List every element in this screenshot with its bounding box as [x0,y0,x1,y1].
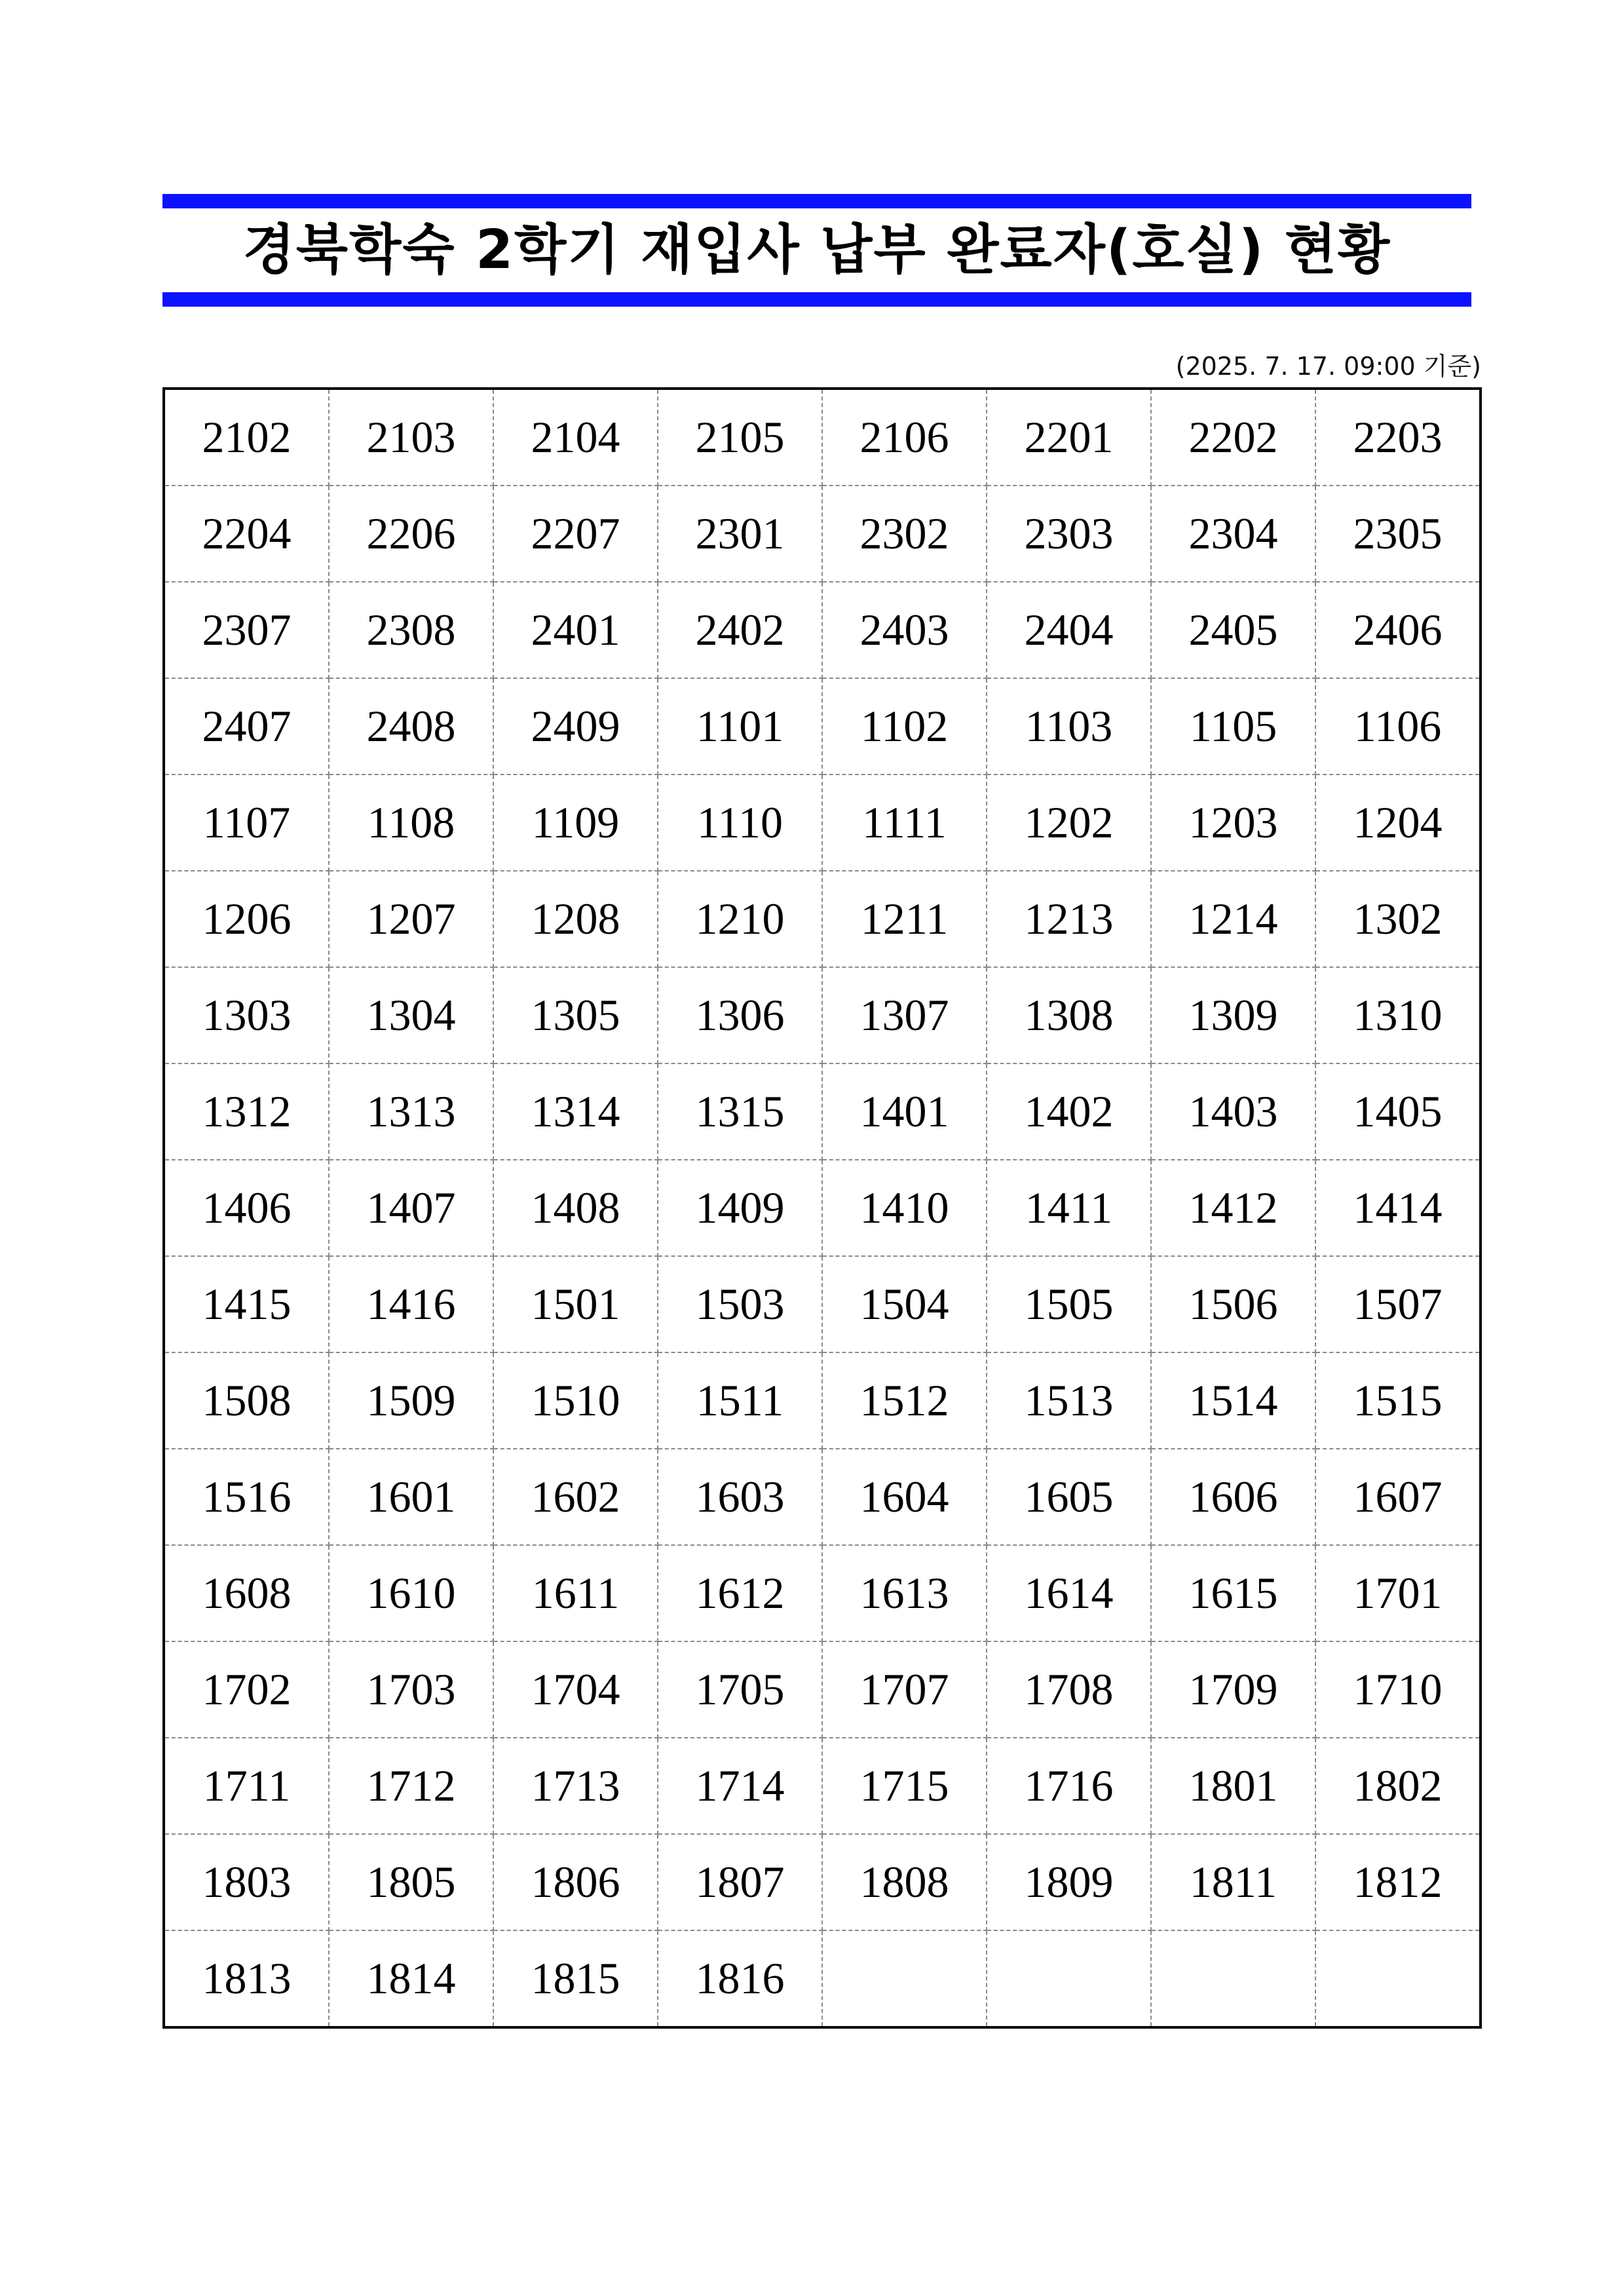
room-number-cell: 1511 [658,1352,822,1449]
title-top-rule [162,194,1471,208]
room-number-cell: 1807 [658,1834,822,1930]
room-number-cell: 1713 [493,1738,658,1834]
table-row [164,967,1481,1063]
room-number-cell: 1705 [658,1641,822,1738]
room-number-cell: 1203 [1151,775,1315,871]
room-number-cell: 1605 [987,1449,1151,1545]
room-number-cell: 1211 [822,871,987,967]
room-number-cell: 2409 [493,678,658,775]
room-number-cell: 2407 [164,678,329,775]
title-block [162,194,1471,308]
room-number-cell: 1712 [329,1738,493,1834]
room-number-cell: 1105 [1151,678,1315,775]
room-number-cell: 2202 [1151,389,1315,486]
room-number-cell: 1504 [822,1256,987,1352]
room-number-cell: 1103 [987,678,1151,775]
room-number-cell: 2303 [987,486,1151,582]
room-number-cell: 1307 [822,967,987,1063]
room-number-cell: 1102 [822,678,987,775]
room-number-cell: 1613 [822,1545,987,1641]
room-number-cell: 1214 [1151,871,1315,967]
room-number-cell: 1805 [329,1834,493,1930]
room-number-cell: 1702 [164,1641,329,1738]
room-number-cell: 1604 [822,1449,987,1545]
room-number-cell: 1711 [164,1738,329,1834]
room-number-cell: 1707 [822,1641,987,1738]
room-number-cell: 1101 [658,678,822,775]
room-number-cell: 1204 [1315,775,1481,871]
room-table [162,387,1482,2029]
room-number-cell: 1111 [822,775,987,871]
room-number-cell: 1601 [329,1449,493,1545]
room-number-cell: 1603 [658,1449,822,1545]
room-number-cell: 2102 [164,389,329,486]
table-row [164,1834,1481,1930]
room-number-cell: 1304 [329,967,493,1063]
room-number-cell: 1516 [164,1449,329,1545]
table-row [164,775,1481,871]
room-number-cell: 1313 [329,1063,493,1160]
room-number-cell: 1802 [1315,1738,1481,1834]
room-number-cell: 2401 [493,582,658,678]
table-row [164,1256,1481,1352]
room-number-cell: 1305 [493,967,658,1063]
room-number-cell: 1108 [329,775,493,871]
room-number-cell: 1813 [164,1930,329,2027]
room-number-cell: 1815 [493,1930,658,2027]
room-number-cell: 1505 [987,1256,1151,1352]
room-number-cell: 1109 [493,775,658,871]
room-number-cell: 1306 [658,967,822,1063]
room-number-cell: 1715 [822,1738,987,1834]
room-number-cell: 2304 [1151,486,1315,582]
room-number-cell: 1303 [164,967,329,1063]
room-number-cell: 1407 [329,1160,493,1256]
room-number-cell: 1415 [164,1256,329,1352]
room-number-cell: 1208 [493,871,658,967]
room-number-cell: 1314 [493,1063,658,1160]
room-number-cell: 1510 [493,1352,658,1449]
room-number-cell: 2406 [1315,582,1481,678]
title-bottom-rule [162,292,1471,307]
table-row [164,1063,1481,1160]
room-number-cell: 1612 [658,1545,822,1641]
room-number-cell: 2203 [1315,389,1481,486]
table-row [164,486,1481,582]
room-number-cell: 1602 [493,1449,658,1545]
room-number-cell: 2301 [658,486,822,582]
room-number-cell [1151,1930,1315,2027]
room-number-cell [1315,1930,1481,2027]
table-row [164,1449,1481,1545]
room-number-cell [822,1930,987,2027]
room-number-cell: 1406 [164,1160,329,1256]
room-number-cell: 1110 [658,775,822,871]
table-row [164,389,1481,486]
room-number-cell: 1312 [164,1063,329,1160]
room-number-cell: 2106 [822,389,987,486]
table-row [164,582,1481,678]
room-number-cell: 1809 [987,1834,1151,1930]
room-number-cell: 1611 [493,1545,658,1641]
table-row [164,1738,1481,1834]
room-number-cell: 2201 [987,389,1151,486]
room-number-cell: 1401 [822,1063,987,1160]
room-number-cell: 1202 [987,775,1151,871]
room-number-cell: 1411 [987,1160,1151,1256]
room-number-cell: 1210 [658,871,822,967]
room-number-cell: 1107 [164,775,329,871]
room-number-cell: 1714 [658,1738,822,1834]
room-number-cell: 1408 [493,1160,658,1256]
room-number-cell: 1808 [822,1834,987,1930]
room-number-cell: 1403 [1151,1063,1315,1160]
table-row [164,871,1481,967]
room-number-cell: 1814 [329,1930,493,2027]
room-number-cell: 1812 [1315,1834,1481,1930]
room-number-cell: 1803 [164,1834,329,1930]
reference-date-note: (2025. 7. 17. 09:00 기준) [1175,352,1481,381]
room-number-cell: 1414 [1315,1160,1481,1256]
room-number-cell: 2105 [658,389,822,486]
room-number-cell: 1309 [1151,967,1315,1063]
room-number-cell: 1701 [1315,1545,1481,1641]
room-number-cell [987,1930,1151,2027]
room-number-cell: 1708 [987,1641,1151,1738]
room-number-cell: 1506 [1151,1256,1315,1352]
room-number-cell: 1213 [987,871,1151,967]
room-number-cell: 1106 [1315,678,1481,775]
room-number-cell: 1409 [658,1160,822,1256]
room-number-cell: 1704 [493,1641,658,1738]
room-number-cell: 2207 [493,486,658,582]
room-number-cell: 2302 [822,486,987,582]
room-number-cell: 1410 [822,1160,987,1256]
room-number-cell: 2405 [1151,582,1315,678]
room-number-cell: 2403 [822,582,987,678]
room-number-cell: 1503 [658,1256,822,1352]
room-number-cell: 1703 [329,1641,493,1738]
table-row [164,1545,1481,1641]
room-number-cell: 1614 [987,1545,1151,1641]
room-number-cell: 2103 [329,389,493,486]
room-number-cell: 1608 [164,1545,329,1641]
room-number-cell: 1514 [1151,1352,1315,1449]
room-number-cell: 2307 [164,582,329,678]
table-row [164,1352,1481,1449]
table-row [164,1930,1481,2027]
room-number-cell: 1709 [1151,1641,1315,1738]
room-number-cell: 1607 [1315,1449,1481,1545]
room-table-body [164,389,1481,2027]
room-number-cell: 1716 [987,1738,1151,1834]
room-number-cell: 1606 [1151,1449,1315,1545]
room-number-cell: 2408 [329,678,493,775]
table-row [164,1160,1481,1256]
room-number-cell: 1806 [493,1834,658,1930]
room-number-cell: 2206 [329,486,493,582]
room-number-cell: 1615 [1151,1545,1315,1641]
room-number-cell: 1315 [658,1063,822,1160]
room-number-cell: 1512 [822,1352,987,1449]
room-number-cell: 1206 [164,871,329,967]
room-number-cell: 2204 [164,486,329,582]
room-number-cell: 2402 [658,582,822,678]
room-number-cell: 1509 [329,1352,493,1449]
room-number-cell: 1207 [329,871,493,967]
room-number-cell: 1513 [987,1352,1151,1449]
room-number-cell: 1302 [1315,871,1481,967]
room-number-cell: 1508 [164,1352,329,1449]
table-row [164,1641,1481,1738]
room-number-cell: 1402 [987,1063,1151,1160]
room-number-cell: 2104 [493,389,658,486]
room-number-cell: 1308 [987,967,1151,1063]
room-number-cell: 1816 [658,1930,822,2027]
room-number-cell: 1710 [1315,1641,1481,1738]
room-number-cell: 1801 [1151,1738,1315,1834]
room-number-cell: 1507 [1315,1256,1481,1352]
room-number-cell: 2305 [1315,486,1481,582]
room-number-cell: 1405 [1315,1063,1481,1160]
room-number-cell: 2308 [329,582,493,678]
room-number-cell: 1416 [329,1256,493,1352]
page-title: 경북학숙 2학기 재입사 납부 완료자(호실) 현황 [242,219,1391,281]
table-row [164,678,1481,775]
room-number-cell: 1610 [329,1545,493,1641]
room-number-cell: 1515 [1315,1352,1481,1449]
room-number-cell: 1501 [493,1256,658,1352]
room-number-cell: 1412 [1151,1160,1315,1256]
room-number-cell: 2404 [987,582,1151,678]
room-number-cell: 1310 [1315,967,1481,1063]
room-number-cell: 1811 [1151,1834,1315,1930]
